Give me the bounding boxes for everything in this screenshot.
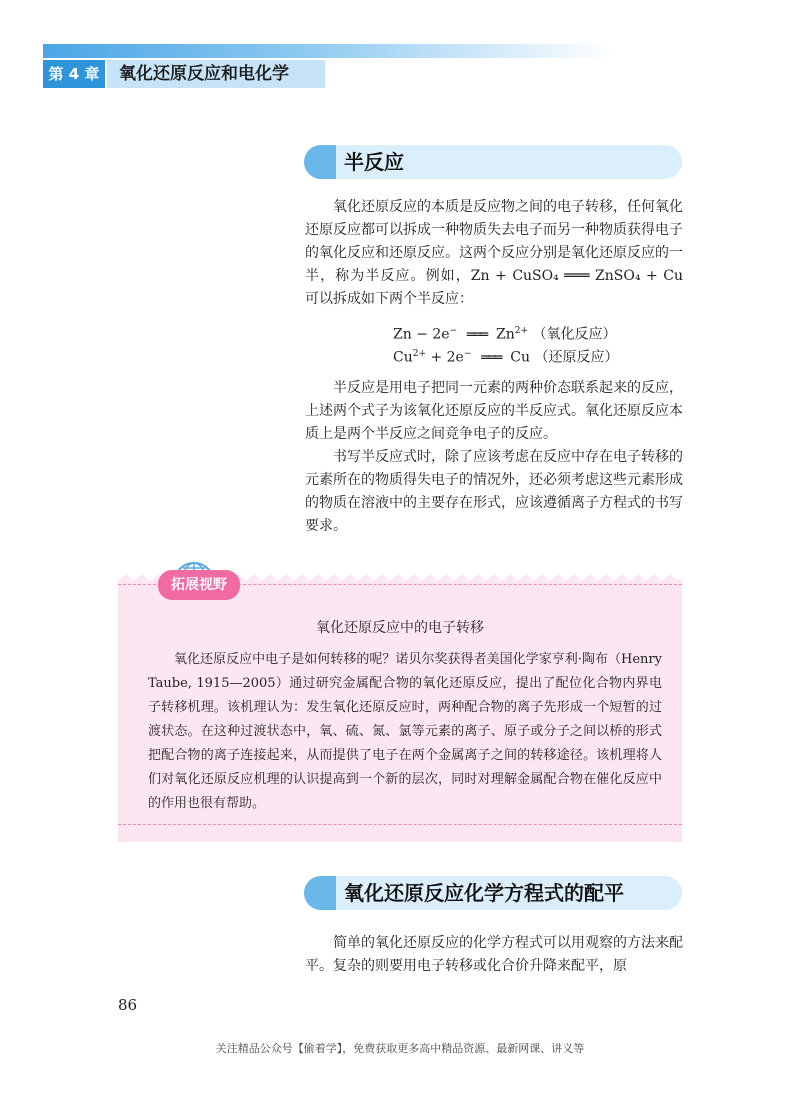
eq-sup: 2+ <box>412 349 427 359</box>
page-number: 86 <box>118 996 138 1014</box>
box-text: 氧化还原反应中电子是如何转移的呢？诺贝尔奖获得者美国化学家亨利·陶布（Henry Taube, 1915—2005）通过研究金属配合物的氧化还原反应，提出了配位化合物内界电子转移机理。该机理认为：发生氧化还原反应时，两种配合物的离子先形成一个短暂的过渡状态。在这种过渡状态中，氧、硫、氮、氯等元素的离子、原子或分子之间以桥的形式把配合物的离子连接起来，从而提供了电子在两个金属离子之间的转移途径。该机理将人们对氧化还原反应机理的认识提高到一个新的层次，同时对理解金属配合物在催化反应中的作用也很有帮助。 <box>148 652 662 811</box>
eq-left: Cu <box>393 349 413 366</box>
eq-sup: − <box>449 326 458 336</box>
header-gradient-bar <box>43 44 613 58</box>
equation-oxidation <box>393 320 617 346</box>
paragraph: 书写半反应式时，除了应该考虑在反应中存在电子转移的元素所在的物质得失电子的情况外，还必须考虑这些元素形成的物质在溶液中的主要存在形式，应该遵循离子方程式的书写要求。 <box>305 449 683 534</box>
paragraph: 简单的氧化还原反应的化学方程式可以用观察的方法来配平。复杂的则要用电子转移或化合价升降来配平，原 <box>305 935 683 974</box>
dashed-divider <box>118 824 682 825</box>
box-title: 氧化还原反应中的电子转移 <box>316 620 484 636</box>
eq-left: Zn − 2e <box>393 326 450 343</box>
chapter-header <box>43 44 613 88</box>
eq-note: （还原反应） <box>534 349 619 366</box>
section-title: 半反应 <box>344 150 404 174</box>
section-accent <box>304 876 336 910</box>
eq-note: （氧化反应） <box>532 326 617 343</box>
paragraph: 半反应是用电子把同一元素的两种价态联系起来的反应，上述两个式子为该氧化还原反应的半反应式。氧化还原反应本质上是两个半反应之间竞争电子的反应。 <box>305 380 683 442</box>
eq-right: Cu <box>510 349 531 366</box>
expand-view-tag: 拓展视野 <box>158 570 240 600</box>
equation-reduction <box>393 343 618 369</box>
chapter-label: 第 4 章 <box>43 60 105 88</box>
section-heading-half-reaction <box>304 145 682 179</box>
eq-sup: 2+ <box>514 326 529 336</box>
section-heading-balancing <box>304 876 682 910</box>
section-accent <box>304 145 336 179</box>
eq-sup: − <box>463 349 472 359</box>
footer-note: 关注精品公众号【偷着学】，免费获取更多高中精品资源、最新网课、讲义等 <box>215 1042 585 1055</box>
equals-sign: ═══ <box>481 349 501 366</box>
section-title: 氧化还原反应化学方程式的配平 <box>344 881 624 905</box>
eq-right: Zn <box>496 326 515 343</box>
equals-sign: ═══ <box>466 326 487 343</box>
chapter-title-box <box>107 60 325 88</box>
chapter-title: 氧化还原反应和电化学 <box>119 64 289 84</box>
eq-left: + 2e <box>426 349 464 366</box>
paragraph: 氧化还原反应的本质是反应物之间的电子转移，任何氧化还原反应都可以拆成一种物质失去电子而另一种物质获得电子的氧化反应和还原反应。这两个反应分别是氧化还原反应的一半，称为半反应。例如，Zn + CuSO₄ ═══ ZnSO₄ + Cu 可以拆成如下两个半反应： <box>305 199 683 307</box>
